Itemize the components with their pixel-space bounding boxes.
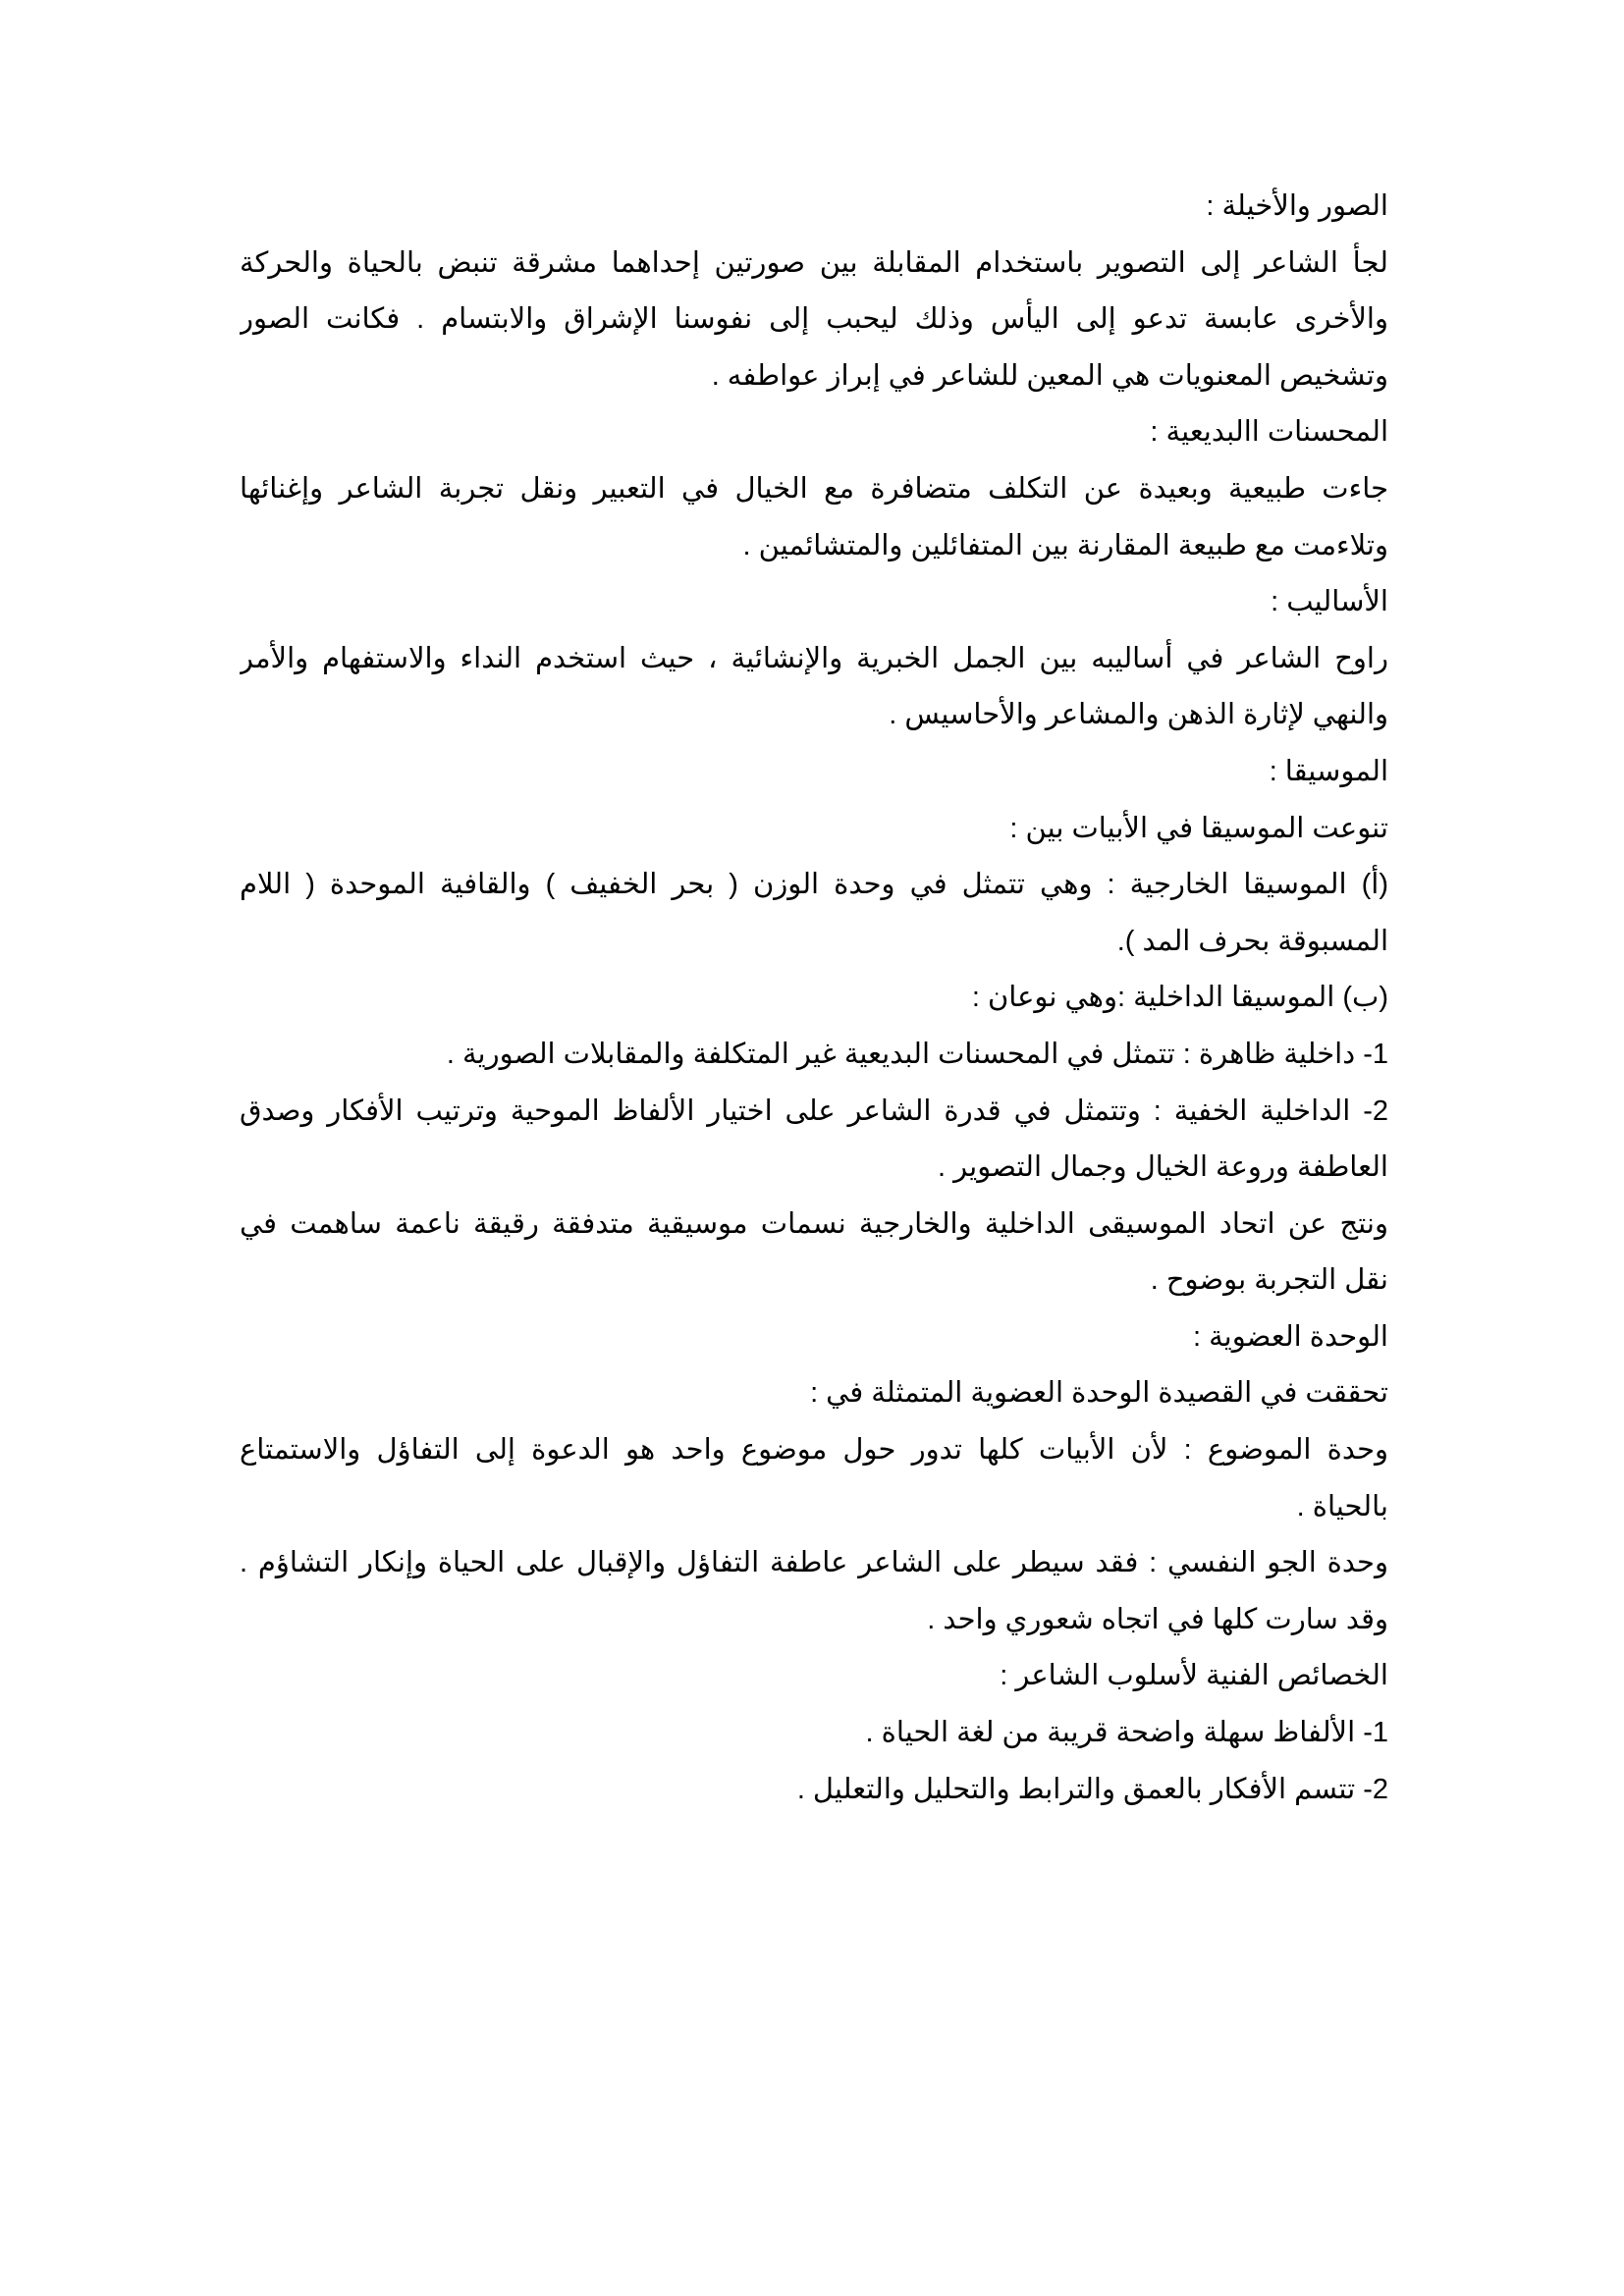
paragraph-line: راوح الشاعر في أساليبه بين الجمل الخبرية والإنشائية ، حيث استخدم النداء والاستفهام والأمر xyxy=(240,642,1388,674)
paragraph-line: تحققت في القصيدة الوحدة العضوية المتمثلة في : xyxy=(810,1377,1388,1410)
paragraph-line: والأخرى عابسة تدعو إلى اليأس وذلك ليحبب إلى نفوسنا الإشراق والابتسام . فكانت الصور xyxy=(240,303,1388,336)
heading-rhetoric: المحسنات االبديعية : xyxy=(1150,416,1388,449)
heading-music: الموسيقا : xyxy=(1269,755,1388,787)
paragraph-line: تنوعت الموسيقا في الأبيات بين : xyxy=(1009,812,1388,844)
paragraph-line: بالحياة . xyxy=(1296,1490,1388,1522)
list-item: (ب) الموسيقا الداخلية :وهي نوعان : xyxy=(971,982,1388,1014)
paragraph-line: وتلاءمت مع طبيعة المقارنة بين المتفائلين والمتشائمين . xyxy=(742,529,1388,561)
list-item: 2- الداخلية الخفية : وتتمثل في قدرة الشاعر على اختيار الألفاظ الموحية وترتيب الأفكار وصدق xyxy=(240,1095,1388,1127)
paragraph-line: نقل التجربة بوضوح . xyxy=(1150,1264,1388,1297)
list-item: 1- الألفاظ سهلة واضحة قريبة من لغة الحياة . xyxy=(865,1717,1388,1749)
list-item: 1- داخلية ظاهرة : تتمثل في المحسنات البديعية غير المتكلفة والمقابلات الصورية . xyxy=(446,1038,1388,1070)
paragraph-line: لجأ الشاعر إلى التصوير باستخدام المقابلة بين صورتين إحداهما مشرقة تنبض بالحياة والحركة xyxy=(240,246,1388,279)
paragraph-line: والنهي لإثارة الذهن والمشاعر والأحاسيس . xyxy=(889,699,1388,731)
paragraph-line: العاطفة وروعة الخيال وجمال التصوير . xyxy=(938,1151,1388,1184)
paragraph-line: جاءت طبيعية وبعيدة عن التكلف متضافرة مع الخيال في التعبير ونقل تجربة الشاعر وإغنائها xyxy=(240,472,1388,505)
paragraph-line: المسبوقة بحرف المد ). xyxy=(1116,925,1388,957)
heading-artistic-features: الخصائص الفنية لأسلوب الشاعر : xyxy=(1000,1660,1388,1692)
paragraph-line: وقد سارت كلها في اتجاه شعوري واحد . xyxy=(927,1603,1388,1635)
heading-styles: الأساليب : xyxy=(1271,586,1388,618)
list-item: (أ) الموسيقا الخارجية : وهي تتمثل في وحدة الوزن ( بحر الخفيف ) والقافية الموحدة ( اللام xyxy=(240,869,1388,901)
paragraph-line: وتشخيص المعنويات هي المعين للشاعر في إبراز عواطفه . xyxy=(711,359,1388,392)
paragraph-line: ونتج عن اتحاد الموسيقى الداخلية والخارجية نسمات موسيقية متدفقة رقيقة ناعمة ساهمت في xyxy=(240,1207,1388,1240)
paragraph-line: وحدة الجو النفسي : فقد سيطر على الشاعر عاطفة التفاؤل والإقبال على الحياة وإنكار التشاؤم . xyxy=(240,1547,1388,1579)
paragraph-line: وحدة الموضوع : لأن الأبيات كلها تدور حول موضوع واحد هو الدعوة إلى التفاؤل والاستمتاع xyxy=(240,1434,1388,1467)
heading-organic-unity: الوحدة العضوية : xyxy=(1192,1320,1388,1353)
heading-images: الصور والأخيلة : xyxy=(1206,190,1388,222)
document-body xyxy=(240,179,1388,1818)
list-item: 2- تتسم الأفكار بالعمق والترابط والتحليل والتعليل . xyxy=(796,1773,1388,1805)
